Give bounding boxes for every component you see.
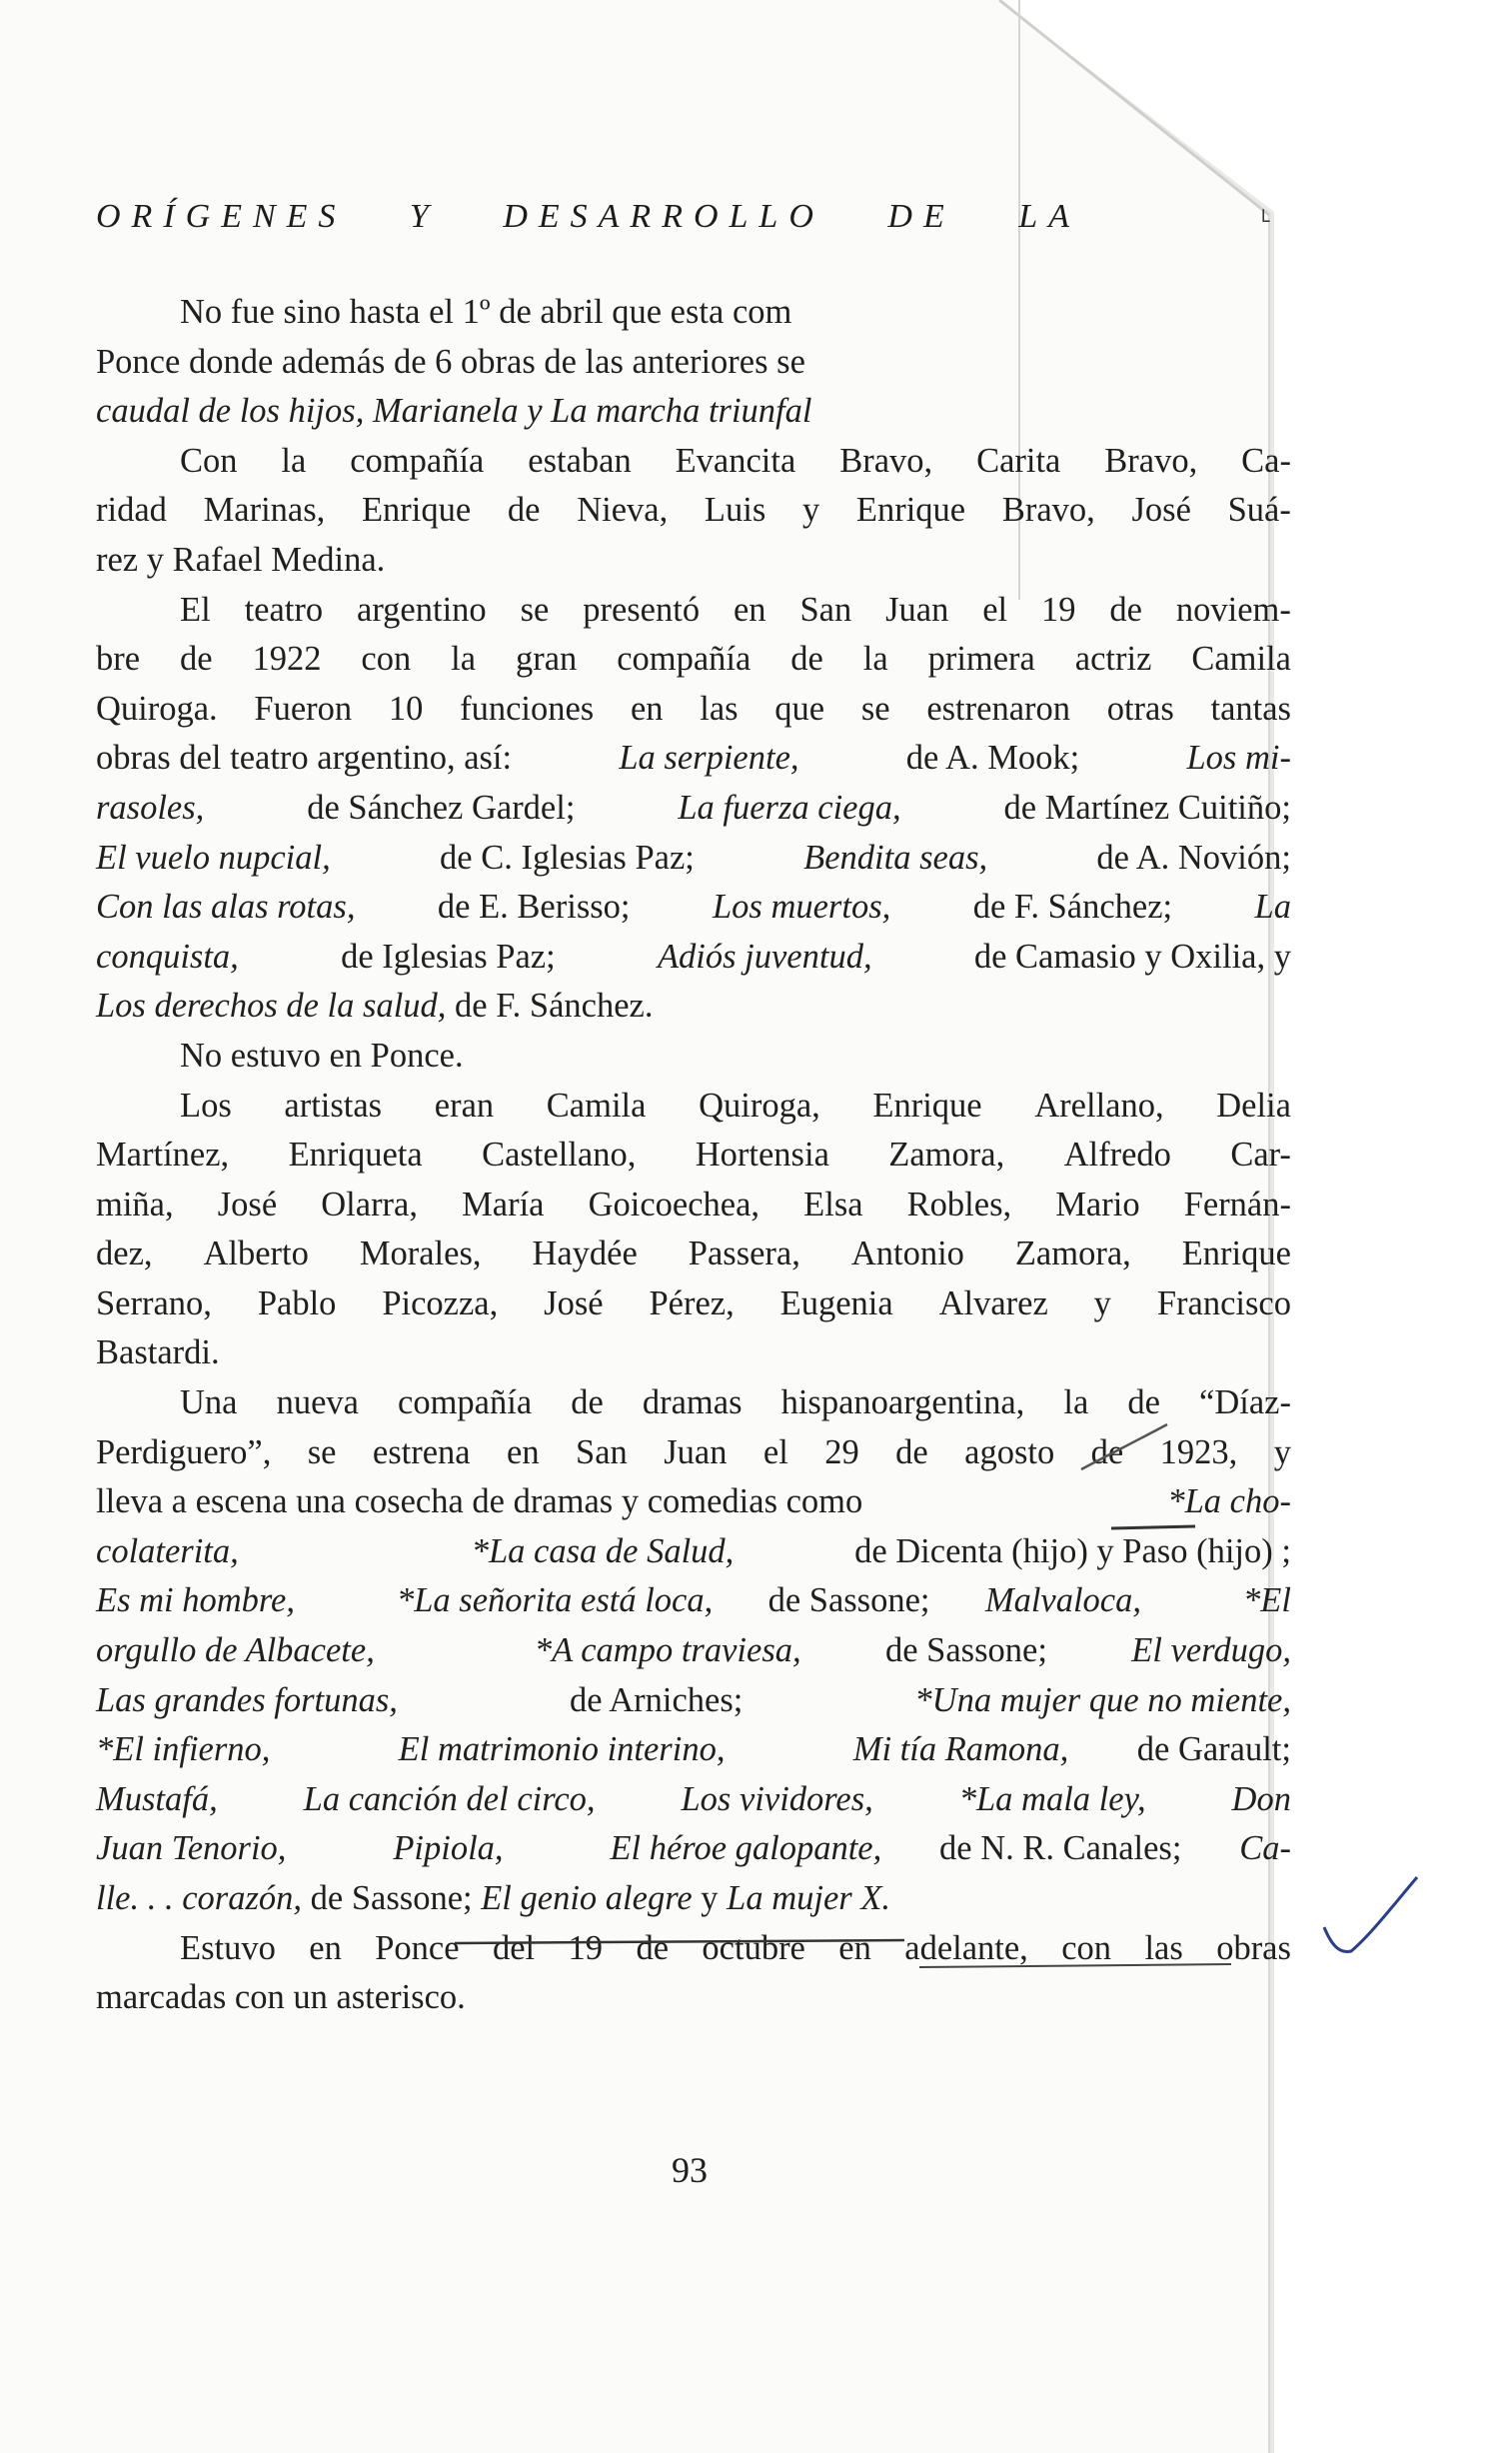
text-line: rez y Rafael Medina. [96,540,386,579]
text-line: No fue sino hasta el 1º de abril que esta com [180,293,792,331]
text-line: colaterita, *La casa de Salud, de Dicenta (hijo) y Paso (hijo) ; [96,1531,1291,1570]
text-line: obras del teatro argentino, así: La serpiente, de A. Mook; Los mi- [96,739,1291,778]
corner-mark: ˪ [1261,196,1271,229]
text-line: Estuvo en Ponce del 19 de octubre en adelante, con las obras [180,1928,1291,1967]
text-line: marcadas con un asterisco. [96,1978,466,2017]
text-line: Los derechos de la salud, de F. Sánchez. [96,987,654,1026]
text-line: Mustafá, La canción del circo, Los vividores, *La mala ley, Don [96,1779,1291,1818]
header-word: Y [409,198,440,235]
body-text [96,288,1291,2023]
text-line: dez, Alberto Morales, Haydée Passera, Antonio Zamora, Enrique [96,1234,1291,1273]
text-line: orgullo de Albacete, *A campo traviesa, de Sassone; El verdugo, [96,1631,1291,1670]
text-line: Perdiguero”, se estrena en San Juan el 29 de agosto de 1923, y [96,1432,1291,1471]
text-line: caudal de los hijos, Marianela y La marcha triunfal [96,392,812,431]
text-line: *El infierno, El matrimonio interino, Mi tía Ramona, de Garault; [96,1730,1291,1769]
text-line: Una nueva compañía de dramas hispanoargentina, la de “Díaz- [180,1383,1291,1422]
header-word: DE [887,198,955,235]
text-line: lleva a escena una cosecha de dramas y comedias como *La cho- [96,1482,1291,1521]
text-line: No estuvo en Ponce. [180,1036,464,1075]
text-line: bre de 1922 con la gran compañía de la primera actriz Camila [96,640,1291,679]
text-line: Es mi hombre, *La señorita está loca, de Sassone; Malvaloca, *El [96,1581,1291,1620]
text-line: ridad Marinas, Enrique de Nieva, Luis y Enrique Bravo, José Suá- [96,491,1291,530]
text-line: Serrano, Pablo Picozza, José Pérez, Eugenia Alvarez y Francisco [96,1283,1291,1322]
text-line: Las grandes fortunas, de Arniches; *Una mujer que no miente, [96,1680,1291,1719]
text-line: Ponce donde además de 6 obras de las anteriores se [96,342,805,381]
text-line: Martínez, Enriqueta Castellano, Hortensia Zamora, Alfredo Car- [96,1136,1291,1175]
text-line: Con las alas rotas, de E. Berisso; Los muertos, de F. Sánchez; La [96,888,1291,927]
text-line: lle. . . corazón, de Sassone; El genio alegre y La mujer X. [96,1879,891,1917]
running-header [96,198,1124,236]
text-line: Con la compañía estaban Evancita Bravo, Carita Bravo, Ca- [180,441,1291,480]
text-line: Juan Tenorio, Pipiola, El héroe galopante, de N. R. Canales; Ca- [96,1829,1291,1868]
text-line: El teatro argentino se presentó en San Juan el 19 de noviem- [180,590,1291,629]
text-line: Los artistas eran Camila Quiroga, Enrique Arellano, Delia [180,1086,1291,1125]
page-number: 93 [672,2150,708,2190]
header-word: DESARROLLO [503,198,824,235]
text-line: conquista, de Iglesias Paz; Adiós juventud, de Camasio y Oxilia, y [96,937,1291,976]
header-word: LA [1018,198,1080,235]
text-line: El vuelo nupcial, de C. Iglesias Paz; Bendita seas, de A. Novión; [96,838,1291,877]
text-line: miña, José Olarra, María Goicoechea, Elsa Robles, Mario Fernán- [96,1185,1291,1224]
text-line: Quiroga. Fueron 10 funciones en las que se estrenaron otras tantas [96,689,1291,728]
text-line: rasoles, de Sánchez Gardel; La fuerza ciega, de Martínez Cuitiño; [96,788,1291,827]
text-line: Bastardi. [96,1333,220,1372]
header-word: ORÍGENES [96,198,347,235]
